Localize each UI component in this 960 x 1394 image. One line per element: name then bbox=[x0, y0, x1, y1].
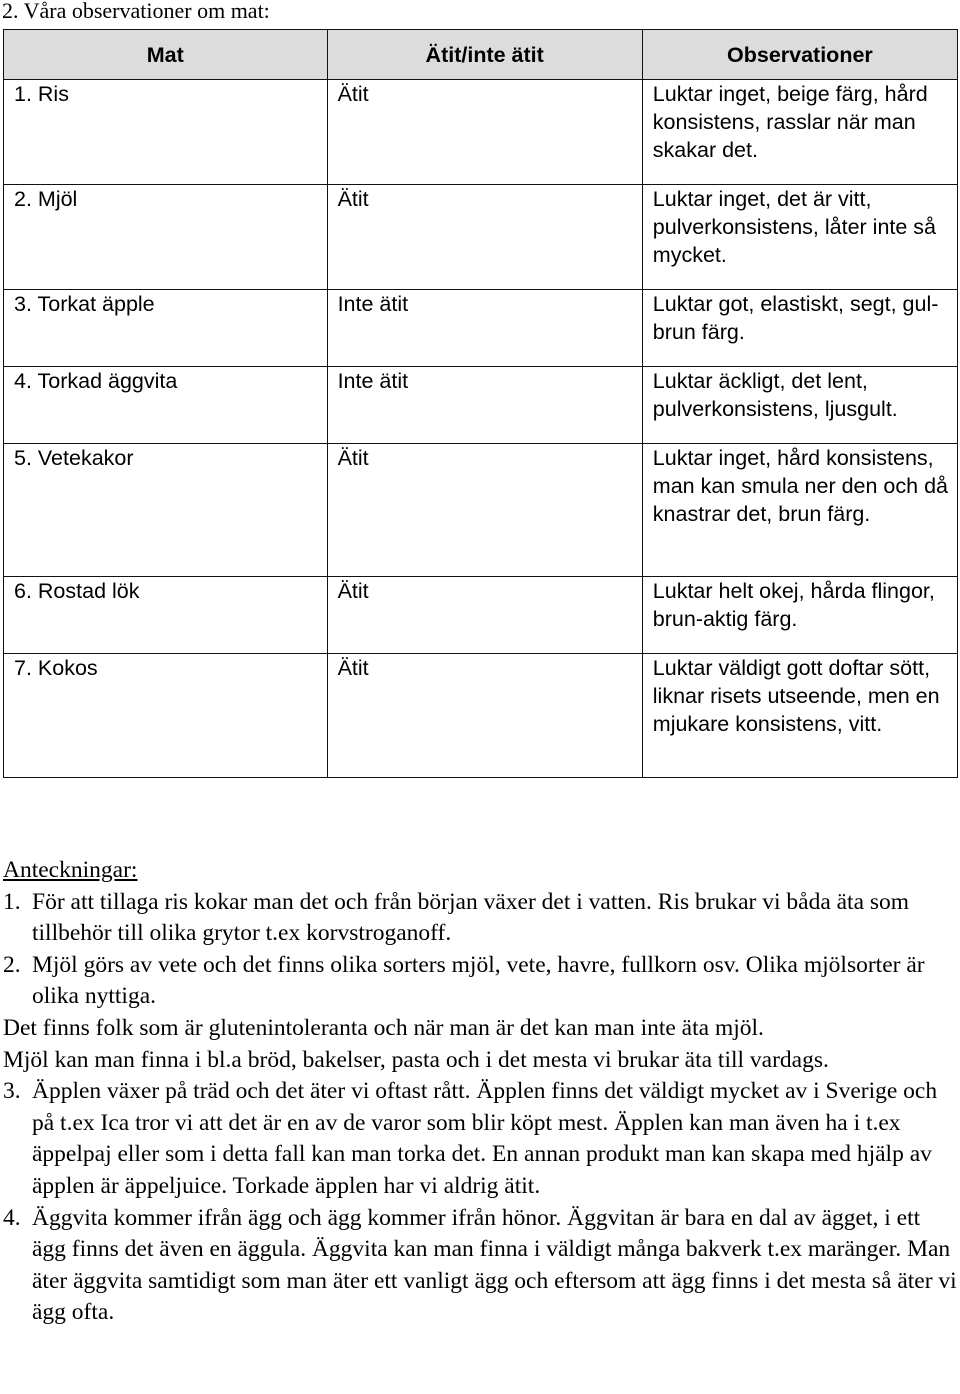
table-row bbox=[4, 654, 958, 778]
cell-food: 7. Kokos bbox=[4, 654, 328, 778]
table-row bbox=[4, 367, 958, 444]
header-mat: Mat bbox=[4, 30, 328, 80]
note-paragraph: Det finns folk som är glutenintoleranta och när man är det kan man inte äta mjöl. bbox=[3, 1014, 764, 1041]
cell-food: 1. Ris bbox=[4, 80, 328, 185]
cell-eaten: Ätit bbox=[327, 185, 642, 290]
cell-eaten: Ätit bbox=[327, 444, 642, 577]
cell-food: 6. Rostad lök bbox=[4, 577, 328, 654]
table-row bbox=[4, 577, 958, 654]
cell-observation: Luktar äckligt, det lent, pulverkonsistens, ljusgult. bbox=[642, 367, 957, 444]
observations-table bbox=[3, 29, 958, 778]
cell-food: 4. Torkad äggvita bbox=[4, 367, 328, 444]
note-paragraph: Mjöl kan man finna i bl.a bröd, bakelser, pasta och i det mesta vi brukar äta till vardags. bbox=[3, 1046, 829, 1073]
note-text: Äggvita kommer ifrån ägg och ägg kommer ifrån hönor. Äggvitan är bara en dal av ägget, i ett ägg finns det även en äggula. Äggvita kan man finna i väldigt många bakverk t.ex maränger. Man äter äggvita samtidigt som man äter ett vanligt ägg och eftersom att ägg finns i det mesta så äter vi ägg ofta. bbox=[32, 1204, 957, 1326]
cell-observation: Luktar helt okej, hårda flingor, brun-aktig färg. bbox=[642, 577, 957, 654]
table-row bbox=[4, 80, 958, 185]
cell-food: 2. Mjöl bbox=[4, 185, 328, 290]
cell-eaten: Ätit bbox=[327, 654, 642, 778]
note-number: 3. bbox=[3, 1078, 21, 1105]
cell-eaten: Inte ätit bbox=[327, 367, 642, 444]
cell-food: 3. Torkat äpple bbox=[4, 290, 328, 367]
cell-food: 5. Vetekakor bbox=[4, 444, 328, 577]
section-heading: 2. Våra observationer om mat: bbox=[2, 0, 270, 23]
note-text: Äpplen växer på träd och det äter vi oftast rått. Äpplen finns det väldigt mycket av i Sverige och på t.ex Ica tror vi att det är en av de varor som blir köpt mest. Äpplen kan man även ha i t.ex äppelpaj eller som i detta fall kan man torka det. En annan produkt man kan skapa med hjälp av äpplen är äppeljuice. Torkade äpplen har vi aldrig ätit. bbox=[32, 1078, 938, 1199]
note-item-2 bbox=[3, 950, 958, 1013]
note-item-3 bbox=[3, 1076, 958, 1202]
table-header-row bbox=[4, 30, 958, 80]
note-number: 2. bbox=[3, 951, 21, 978]
note-item-1 bbox=[3, 887, 958, 950]
cell-eaten: Ätit bbox=[327, 80, 642, 185]
cell-eaten: Inte ätit bbox=[327, 290, 642, 367]
header-observationer: Observationer bbox=[642, 30, 957, 80]
table-row bbox=[4, 185, 958, 290]
note-text: Mjöl görs av vete och det finns olika sorters mjöl, vete, havre, fullkorn osv. Olika mjölsorter är olika nyttiga. bbox=[32, 951, 925, 1010]
note-number: 4. bbox=[3, 1204, 21, 1231]
cell-observation: Luktar inget, hård konsistens, man kan smula ner den och då knastrar det, brun färg. bbox=[642, 444, 957, 577]
table-row bbox=[4, 444, 958, 577]
cell-observation: Luktar inget, beige färg, hård konsistens, rasslar när man skakar det. bbox=[642, 80, 957, 185]
note-item-4 bbox=[3, 1203, 958, 1329]
cell-eaten: Ätit bbox=[327, 577, 642, 654]
cell-observation: Luktar got, elastiskt, segt, gul-brun färg. bbox=[642, 290, 957, 367]
header-atit: Ätit/inte ätit bbox=[327, 30, 642, 80]
cell-observation: Luktar väldigt gott doftar sött, liknar risets utseende, men en mjukare konsistens, vitt. bbox=[642, 654, 957, 778]
notes-section bbox=[3, 855, 958, 1329]
note-text: För att tillaga ris kokar man det och från början växer det i vatten. Ris brukar vi båda äta som tillbehör till olika grytor t.ex korvstroganoff. bbox=[32, 888, 910, 947]
note-number: 1. bbox=[3, 888, 21, 915]
cell-observation: Luktar inget, det är vitt, pulverkonsistens, låter inte så mycket. bbox=[642, 185, 957, 290]
table-row bbox=[4, 290, 958, 367]
notes-title: Anteckningar: bbox=[3, 857, 138, 883]
